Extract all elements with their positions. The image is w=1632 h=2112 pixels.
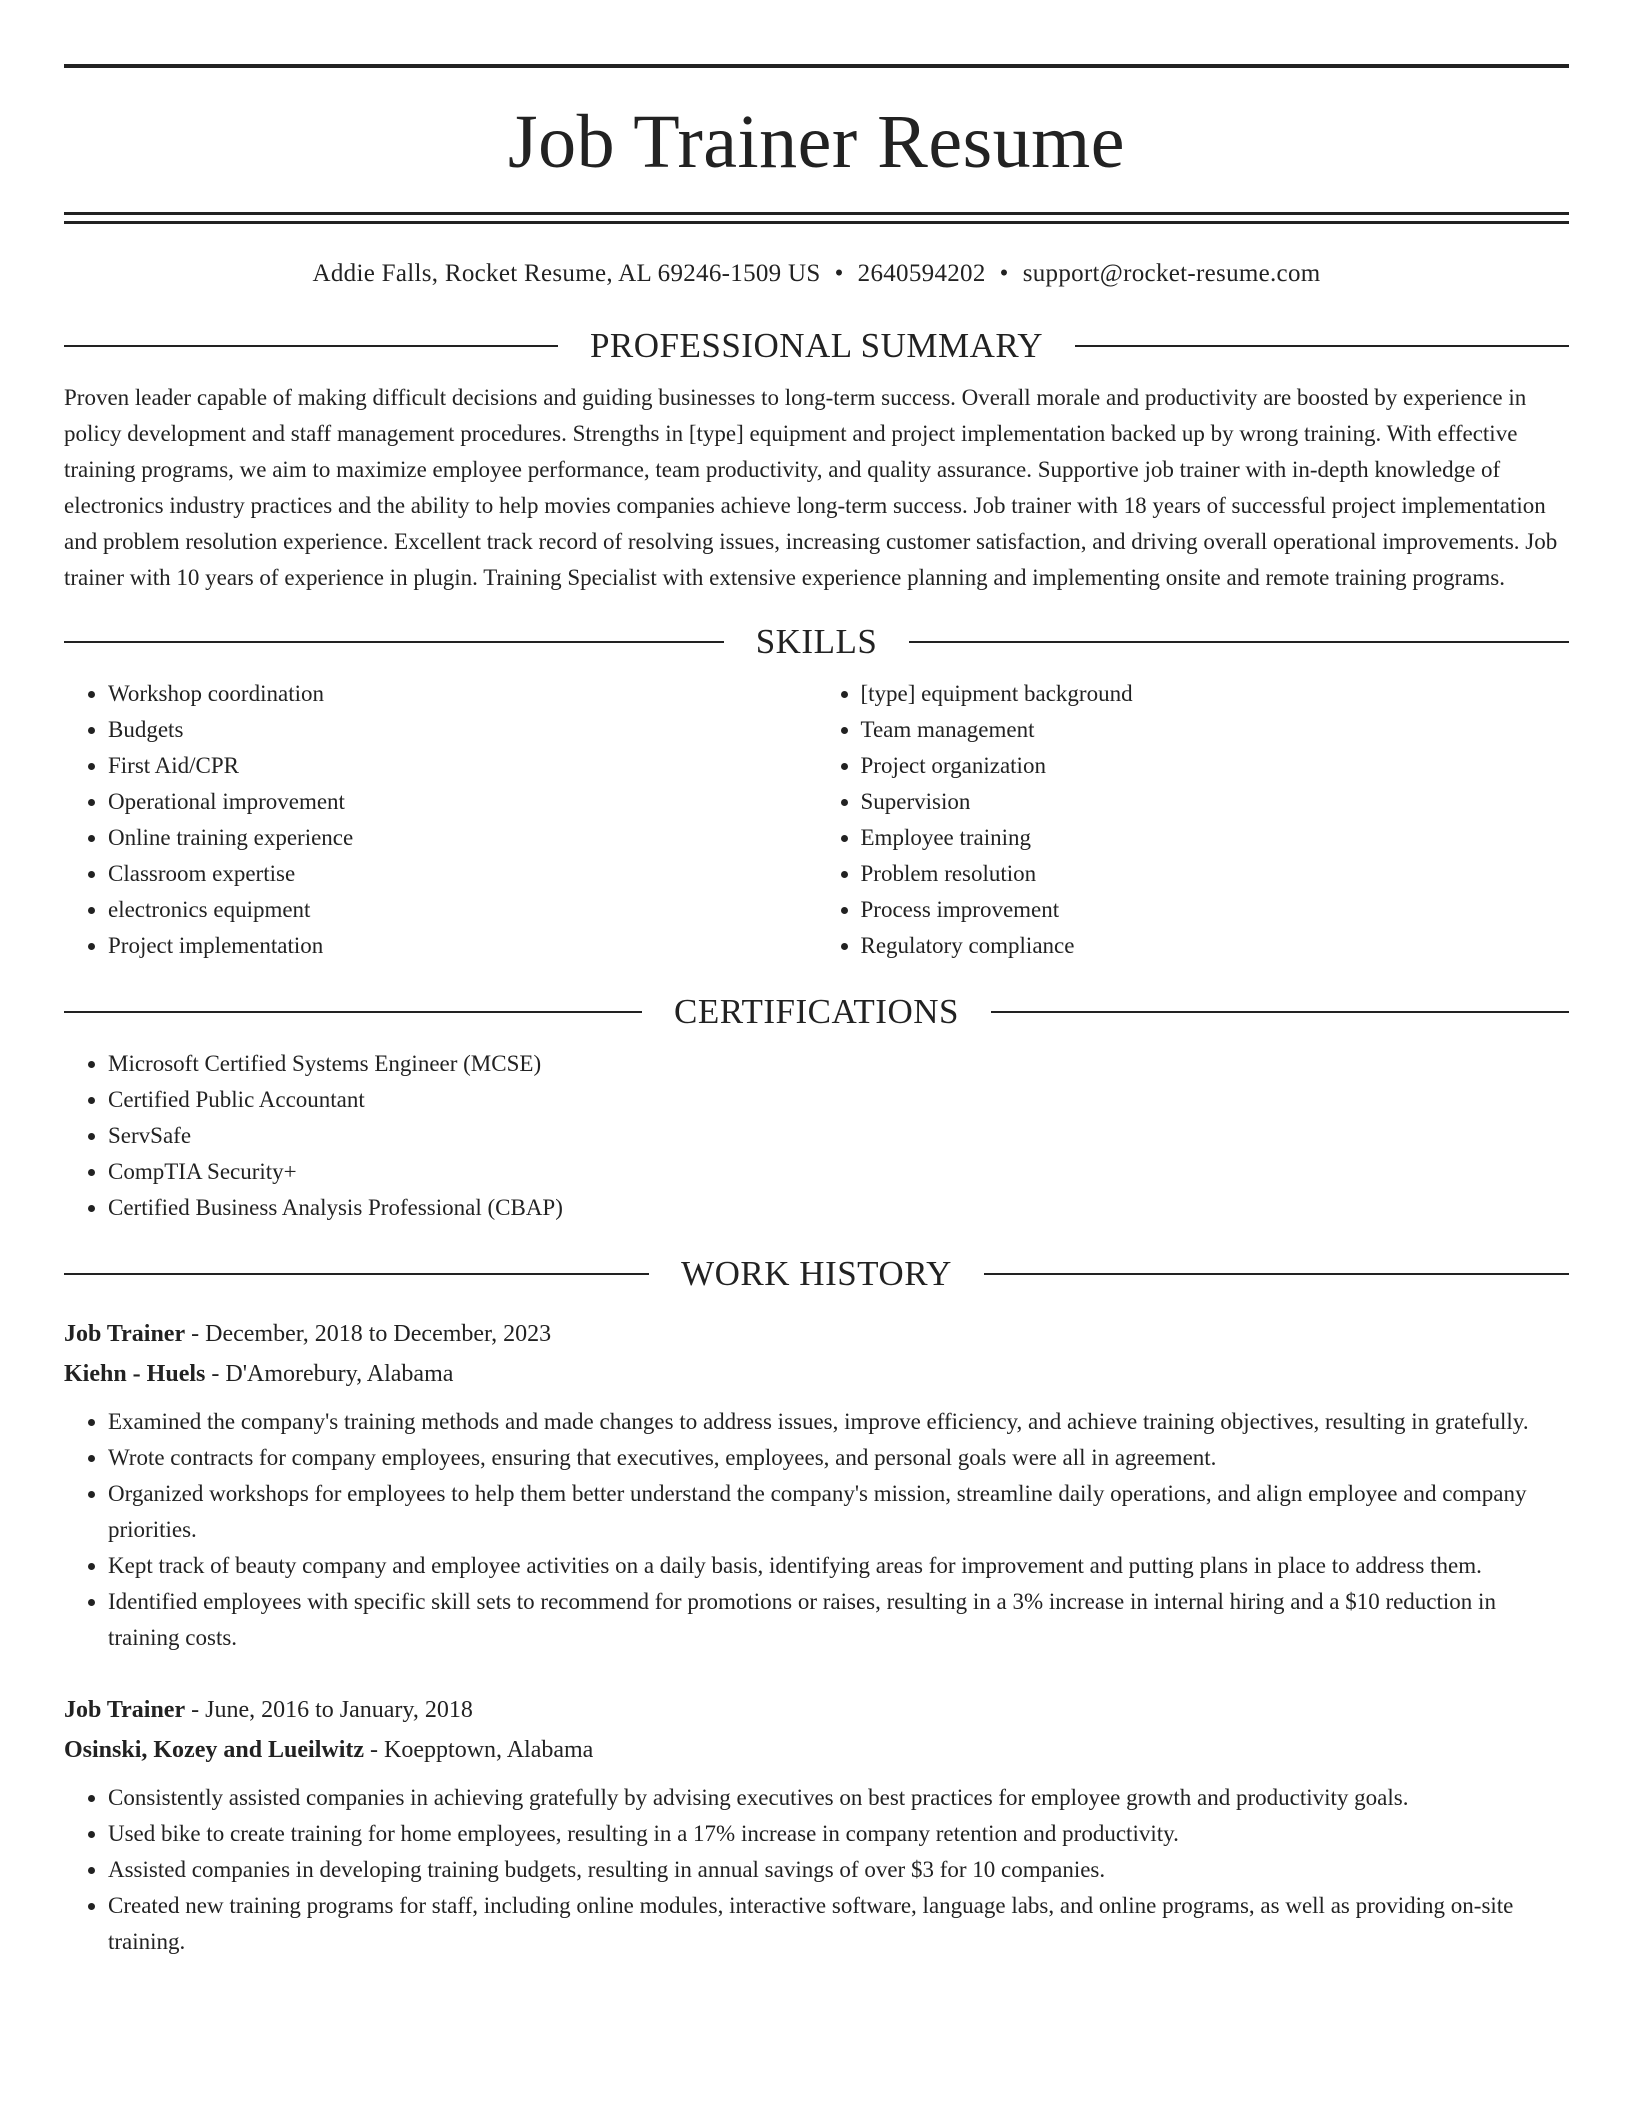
job-bullet: • Organized workshops for employees to help them better understand the company's mission, streamline daily operations, and align employee and company priorities. [108, 1476, 1569, 1548]
top-rule [64, 64, 1569, 68]
header-rule-right [909, 641, 1569, 643]
certification-item: • CompTIA Security+ [108, 1154, 1569, 1190]
resume-title: Job Trainer Resume [508, 100, 1125, 184]
skills-section-header [64, 622, 1569, 662]
skill-item: • electronics equipment [108, 892, 817, 928]
job-dates: June, 2016 to January, 2018 [205, 1697, 473, 1723]
summary-section-header [64, 326, 1569, 366]
skill-item: • [type] equipment background [861, 676, 1570, 712]
skill-item: • Workshop coordination [108, 676, 817, 712]
job-entry [64, 1690, 1569, 1960]
job-title-line: Job Trainer - June, 2016 to January, 2018 [64, 1697, 473, 1723]
skill-item: • Employee training [861, 820, 1570, 856]
job-bullet: • Examined the company's training methods and made changes to address issues, improve efficiency, and achieve training objectives, resulting in gratefully. [108, 1404, 1569, 1440]
header-rule-left [64, 1273, 649, 1275]
skills-list-left [64, 676, 817, 964]
certifications-heading: CERTIFICATIONS [674, 992, 959, 1031]
job-bullets [64, 1404, 1569, 1656]
skill-item: • Problem resolution [861, 856, 1570, 892]
certification-item: • Certified Business Analysis Professional (CBAP) [108, 1190, 1569, 1226]
job-bullet: • Assisted companies in developing training budgets, resulting in annual savings of over $3 for 10 companies. [108, 1852, 1569, 1888]
resume-page [64, 64, 1569, 1960]
job-bullets [64, 1780, 1569, 1960]
contact-line [64, 260, 1569, 288]
header-rule-right [1075, 345, 1569, 347]
summary-text: Proven leader capable of making difficult decisions and guiding businesses to long-term success. Overall morale and productivity are boosted by experience in policy development and staff management procedures. Strengths in [type] equipment and project implementation backed up by wrong training. With effective training programs, we aim to maximize employee performance, team productivity, and quality assurance. Supportive job trainer with in-depth knowledge of electronics industry practices and the ability to help movies companies achieve long-term success. Job trainer with 18 years of successful project implementation and problem resolution experience. Excellent track record of resolving issues, increasing customer satisfaction, and driving overall operational improvements. Job trainer with 10 years of experience in plugin. Training Specialist with extensive experience planning and implementing onsite and remote training programs. [64, 385, 1558, 590]
work-history-section-header [64, 1254, 1569, 1294]
contact-separator: • [834, 260, 844, 287]
header-rule-left [64, 345, 558, 347]
job-dates: December, 2018 to December, 2023 [205, 1321, 552, 1347]
job-location: Koepptown, Alabama [384, 1737, 594, 1763]
skill-item: • Budgets [108, 712, 817, 748]
job-bullet: • Wrote contracts for company employees, ensuring that executives, employees, and personal goals were all in agreement. [108, 1440, 1569, 1476]
certifications-section-header [64, 992, 1569, 1032]
header-rule-left [64, 1011, 642, 1013]
skill-item: • Supervision [861, 784, 1570, 820]
skills-column-left [64, 676, 817, 964]
summary-heading: PROFESSIONAL SUMMARY [589, 326, 1044, 365]
job-company-line: Kiehn - Huels - D'Amorebury, Alabama [64, 1361, 454, 1387]
job-bullet: • Identified employees with specific skill sets to recommend for promotions or raises, resulting in a 3% increase in internal hiring and a $10 reduction in training costs. [108, 1584, 1569, 1656]
skill-item: • Operational improvement [108, 784, 817, 820]
skill-item: • Regulatory compliance [861, 928, 1570, 964]
job-bullet: • Created new training programs for staff, including online modules, interactive software, language labs, and online programs, as well as providing on-site training. [108, 1888, 1569, 1960]
job-location: D'Amorebury, Alabama [225, 1361, 454, 1387]
header-rule-right [991, 1011, 1569, 1013]
job-title: Job Trainer [64, 1321, 186, 1347]
skill-item: • Classroom expertise [108, 856, 817, 892]
skill-item: • Process improvement [861, 892, 1570, 928]
contact-phone: 2640594202 [857, 260, 986, 287]
job-company-line: Osinski, Kozey and Lueilwitz - Koepptown, Alabama [64, 1737, 594, 1763]
certification-item: • ServSafe [108, 1118, 1569, 1154]
skill-item: • First Aid/CPR [108, 748, 817, 784]
certification-item: • Microsoft Certified Systems Engineer (MCSE) [108, 1046, 1569, 1082]
job-company: Osinski, Kozey and Lueilwitz [64, 1737, 365, 1763]
job-bullet: • Consistently assisted companies in achieving gratefully by advising executives on best practices for employee growth and productivity goals. [108, 1780, 1569, 1816]
skills-grid [64, 676, 1569, 964]
job-company: Kiehn - Huels [64, 1361, 206, 1387]
contact-email: support@rocket-resume.com [1022, 260, 1321, 287]
contact-separator: • [999, 260, 1009, 287]
contact-address: Addie Falls, Rocket Resume, AL 69246-1509 US [312, 260, 821, 287]
work-history-heading: WORK HISTORY [681, 1254, 952, 1293]
header-rule-right [984, 1273, 1569, 1275]
header-rule-left [64, 641, 724, 643]
skills-list-right [817, 676, 1570, 964]
skills-heading: SKILLS [755, 622, 878, 661]
certifications-list [64, 1046, 1569, 1226]
skill-item: • Online training experience [108, 820, 817, 856]
title-double-rule [64, 212, 1569, 224]
skill-item: • Project organization [861, 748, 1570, 784]
job-title: Job Trainer [64, 1697, 186, 1723]
job-entry [64, 1314, 1569, 1656]
skill-item: • Team management [861, 712, 1570, 748]
job-bullet: • Used bike to create training for home employees, resulting in a 17% increase in company retention and productivity. [108, 1816, 1569, 1852]
skill-item: • Project implementation [108, 928, 817, 964]
job-title-line: Job Trainer - December, 2018 to December, 2023 [64, 1321, 552, 1347]
skills-column-right [817, 676, 1570, 964]
certification-item: • Certified Public Accountant [108, 1082, 1569, 1118]
job-bullet: • Kept track of beauty company and employee activities on a daily basis, identifying areas for improvement and putting plans in place to address them. [108, 1548, 1569, 1584]
